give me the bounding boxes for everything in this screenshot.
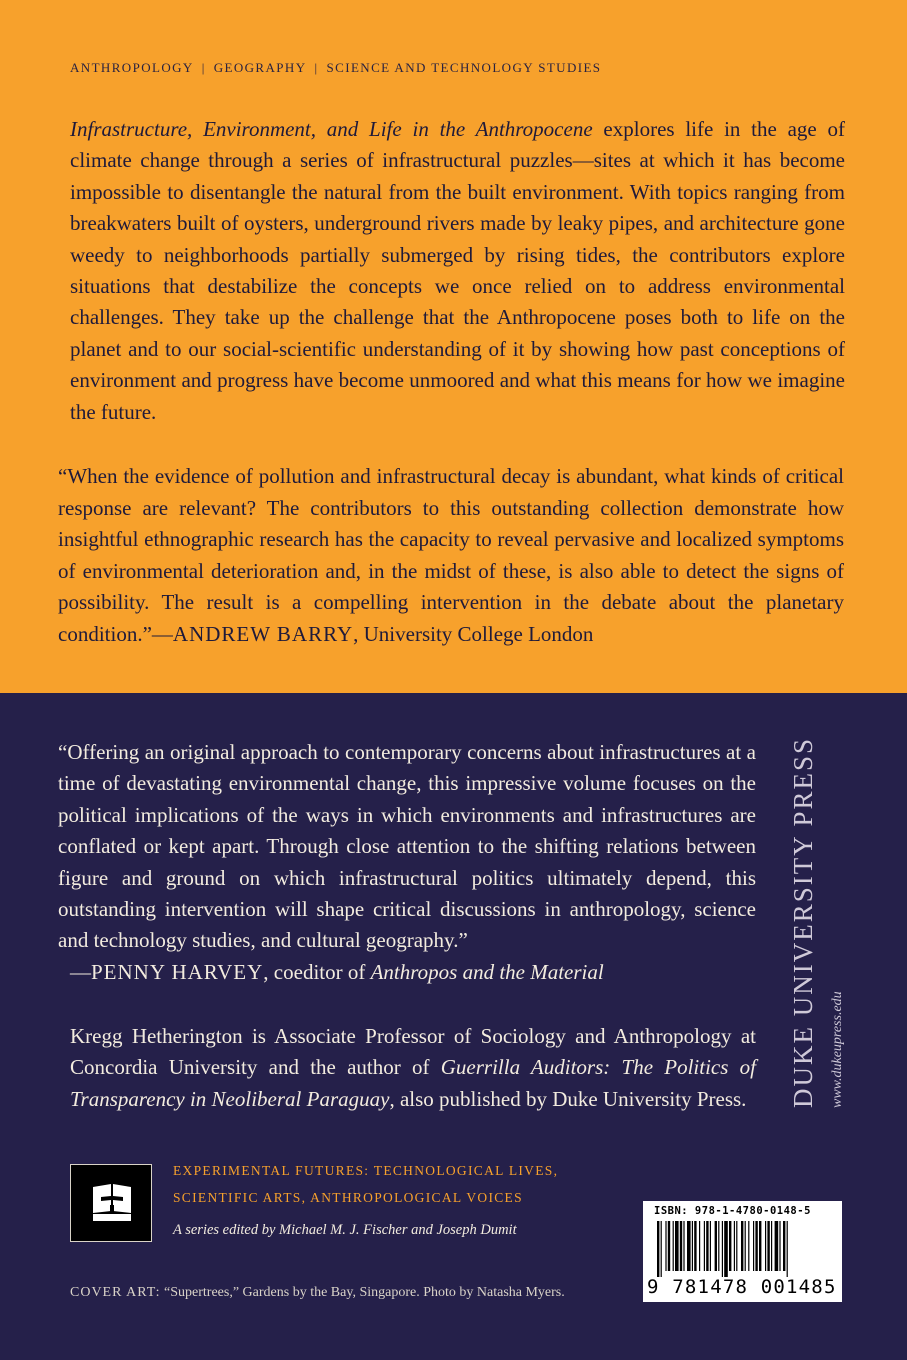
barcode-bar: [661, 1221, 662, 1277]
barcode-bar: [706, 1221, 708, 1271]
barcode-bar: [745, 1221, 746, 1271]
cover-art-credit: [70, 1285, 565, 1301]
subject-sts: SCIENCE AND TECHNOLOGY STUDIES: [326, 60, 602, 75]
barcode-bars-icon: [657, 1221, 829, 1277]
description-text: explores life in the age of climate change through a series of infrastructural puzzles—sites at which it has become impossible to disentangle the natural from the built environment. With topics ranging from breakwaters built of oysters, underground rivers made by leaky pipes, and architecture gone weedy to neighborhoods partially submerged by rising tides, the contributors explore situations that destabilize the concepts we once relied on to address environmental challenges. They take up the challenge that the Anthropocene poses both to life on the planet and to our social-scientific understanding of it by showing how past conceptions of environment and progress have become unmoored and what this means for how we imagine the future.: [70, 117, 846, 424]
subject-separator: |: [314, 60, 319, 75]
isbn-number: ISBN: 978-1-4780-0148-5: [654, 1205, 811, 1217]
barcode-bar: [657, 1221, 659, 1277]
barcode-bar: [675, 1221, 679, 1271]
barcode-digits: 9 781478 001485: [647, 1276, 837, 1298]
barcode-bar: [683, 1221, 684, 1271]
barcode-bar: [668, 1221, 670, 1271]
barcode-bar: [736, 1221, 737, 1271]
publisher-name: DUKE UNIVERSITY PRESS: [788, 736, 818, 1108]
bio-book: Guerrilla Auditors: The Politics of Transparency in Neoliberal Paraguay: [70, 1055, 756, 1111]
barcode-bar: [718, 1221, 719, 1271]
isbn-barcode: [643, 1201, 842, 1302]
barcode-bar: [759, 1221, 761, 1271]
barcode-bar: [692, 1221, 693, 1271]
editor-bio: [70, 1021, 756, 1115]
endorser-affiliation: , University College London: [353, 621, 594, 646]
attribution-dash: —: [70, 959, 91, 984]
barcode-bar: [699, 1221, 700, 1271]
cover-art-text: “Supertrees,” Gardens by the Bay, Singapore. Photo by Natasha Myers.: [160, 1285, 565, 1300]
endorser-name: PENNY HARVEY: [91, 959, 264, 984]
cover-art-label: COVER ART:: [70, 1285, 161, 1300]
subject-geography: GEOGRAPHY: [213, 60, 307, 75]
book-description: [70, 114, 845, 428]
barcode-bar: [722, 1221, 723, 1277]
barcode-bar: [694, 1221, 696, 1271]
barcode-bar: [748, 1221, 749, 1271]
subject-separator: |: [201, 60, 206, 75]
series-editors: A series edited by Michael M. J. Fischer and Joseph Dumit: [173, 1222, 517, 1238]
endorser-name: ANDREW BARRY: [172, 621, 354, 646]
barcode-bar: [779, 1221, 780, 1271]
barcode-bar: [710, 1221, 711, 1271]
barcode-bar: [729, 1221, 731, 1271]
bio-text: Kregg Hetherington is Associate Professor of Sociology and Anthropology at Concordia University and the author of: [70, 1024, 756, 1080]
barcode-bar: [680, 1221, 682, 1271]
barcode-bar: [665, 1221, 666, 1271]
endorser-book: Anthropos and the Material: [370, 959, 604, 984]
bio-text-end: , also published by Duke University Press.: [389, 1086, 747, 1111]
barcode-bar: [787, 1221, 788, 1277]
barcode-bar: [765, 1221, 766, 1271]
experimental-futures-logo-icon: [70, 1164, 152, 1242]
publisher-website: www.dukeupress.edu: [830, 991, 845, 1108]
barcode-bar: [724, 1221, 728, 1277]
barcode-bar: [771, 1221, 772, 1271]
barcode-bar: [741, 1221, 743, 1271]
barcode-bar: [783, 1221, 785, 1271]
endorsement-text: “When the evidence of pollution and infrastructural decay is abundant, what kinds of critical response are relevant? The contributors to this outstanding collection demonstrate how insightful ethnographic research has the capacity to reveal pervasive and localized symptoms of environmental deterioration and, in the midst of these, is also able to detect the signs of possibility. The result is a compelling intervention in the debate about the planetary condition.”—: [58, 464, 844, 646]
endorsement-attribution: [58, 957, 756, 988]
barcode-bar: [715, 1221, 717, 1271]
barcode-bar: [753, 1221, 754, 1271]
series-title: [173, 1157, 558, 1211]
endorsement-text: “Offering an original approach to contemporary concerns about infrastructures at a time of devastating environmental change, this impressive volume focuses on the political implications of the ways in which environments and infrastructures are conflated or kept apart. Through close attention to the shifting relations between figure and ground on which infrastructural politics ultimately depend, this outstanding intervention will shape critical discussions in anthropology, science and technology studies, and cultural geography.”: [58, 740, 756, 953]
barcode-bar: [755, 1221, 757, 1271]
series-title-line2: SCIENTIFIC ARTS, ANTHROPOLOGICAL VOICES: [173, 1190, 523, 1205]
barcode-bar: [767, 1221, 769, 1271]
subject-anthropology: ANTHROPOLOGY: [70, 60, 194, 75]
series-title-line1: EXPERIMENTAL FUTURES: TECHNOLOGICAL LIVES,: [173, 1163, 559, 1178]
barcode-bar: [687, 1221, 691, 1271]
endorsement-barry: [58, 461, 844, 651]
series-logo-graphic: [71, 1165, 151, 1241]
barcode-bar: [673, 1221, 674, 1271]
subject-categories: [70, 60, 601, 76]
endorsement-harvey: [58, 737, 756, 988]
barcode-bar: [734, 1221, 735, 1271]
barcode-bar: [775, 1221, 779, 1271]
barcode-bar: [704, 1221, 705, 1271]
book-title: Infrastructure, Environment, and Life in the Anthropocene: [70, 117, 593, 141]
endorser-affiliation: , coeditor of: [263, 959, 371, 984]
